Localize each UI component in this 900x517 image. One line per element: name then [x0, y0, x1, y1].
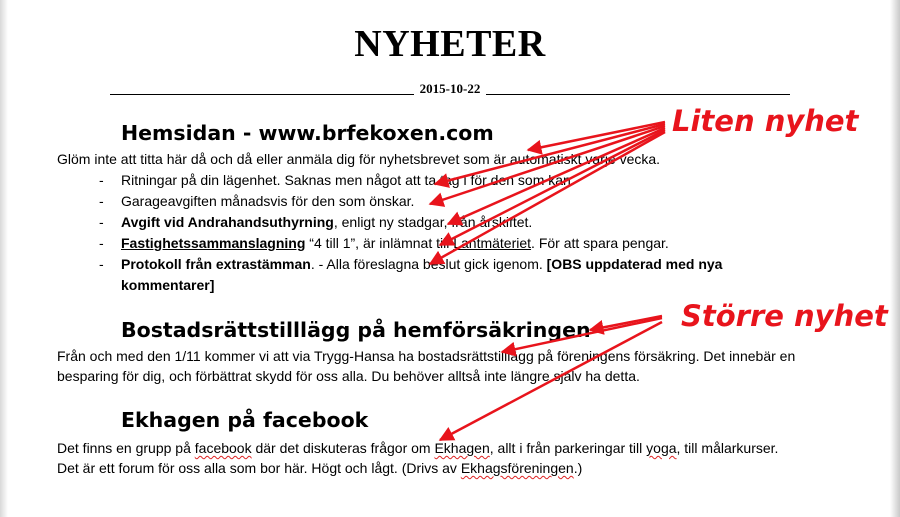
document-title: NYHETER [354, 23, 546, 65]
list-item [99, 191, 779, 212]
bullet-text: . - Alla föreslagna beslut gick igenom. [310, 256, 547, 272]
news-bullet-list [99, 170, 779, 296]
bullet-text: Ritningar på din lägenhet. Saknas men något att ta tag i för den som kan. [121, 172, 575, 188]
arrow-to-hemsidan [528, 122, 665, 150]
document-date: 2015-10-22 [419, 81, 481, 96]
list-item [99, 212, 779, 233]
bullet-text: Garageavgiften månadsvis för den som önskar. [121, 193, 415, 209]
bullet-dash: - [99, 256, 104, 272]
date-rule-right [486, 84, 790, 95]
bullet-dash: - [99, 214, 104, 230]
arrow-to-bostadsratt-heading [590, 316, 662, 330]
bullet-text: , enligt ny stadgar, från årskiftet. [333, 214, 533, 230]
page-shadow-right [890, 0, 900, 517]
bullet-bold-text: Avgift vid Andrahandsuthyrning [121, 214, 334, 230]
section-heading-facebook: Ekhagen på facebook [121, 408, 369, 432]
date-rule-left [110, 84, 414, 95]
date-line [110, 79, 790, 99]
body-text: där det diskuteras frågor om [251, 440, 435, 456]
section-heading-hemsidan: Hemsidan - www.brfekoxen.com [121, 121, 494, 145]
body-text: , allt i från parkeringar till [489, 440, 647, 456]
body-text-flagged: Ekhagen [434, 440, 490, 456]
section-body-bostadsratt: Från och med den 1/11 kommer vi att via Trygg-Hansa ha bostadsrättstilllägg på föreningens försäkring. Det innebär en besparing för dig, och förbättrat skydd för oss alla. Du behöver alltså inte längre själv ha detta. [57, 348, 796, 384]
list-item [99, 170, 779, 191]
bullet-dash: - [99, 193, 104, 209]
body-text: Det finns en grupp på [57, 440, 195, 456]
body-text-flagged: yoga [646, 440, 677, 456]
body-text-flagged: facebook [194, 440, 252, 456]
section-heading-bostadsratt: Bostadsrättstilllägg på hemförsäkringen [121, 318, 591, 342]
bullet-bold-text: Protokoll från extrastämman [121, 256, 311, 272]
bullet-bold-tail: [OBS uppdaterad med nya kommentarer] [121, 256, 723, 293]
bullet-bold-text: Fastighetssammanslagning [121, 235, 306, 251]
bullet-dash: - [99, 235, 104, 251]
body-text: , till målarkurser. Det är ett forum för oss alla som bor här. Högt och lågt. (Drivs av [57, 440, 779, 476]
page-shadow-left [0, 0, 8, 517]
section-body-facebook [57, 438, 802, 478]
body-text: .) [573, 460, 583, 476]
annotation-big-news: Större nyhet [681, 299, 888, 333]
list-item [99, 254, 779, 296]
bullet-text: “4 till 1”, är inlämnat till [305, 235, 454, 251]
annotation-small-news: Liten nyhet [672, 104, 859, 138]
bullet-dash: - [99, 172, 104, 188]
section-intro-hemsidan: Glöm inte att titta här då och då eller anmäla dig för nyhetsbrevet som är automatiskt varje vecka. [57, 151, 661, 167]
list-item [99, 233, 779, 254]
bullet-underlined-text: Lantmäteriet [453, 235, 532, 251]
body-text-flagged: Ekhagsföreningen [460, 460, 574, 476]
bullet-tail-text: . För att spara pengar. [531, 235, 669, 251]
